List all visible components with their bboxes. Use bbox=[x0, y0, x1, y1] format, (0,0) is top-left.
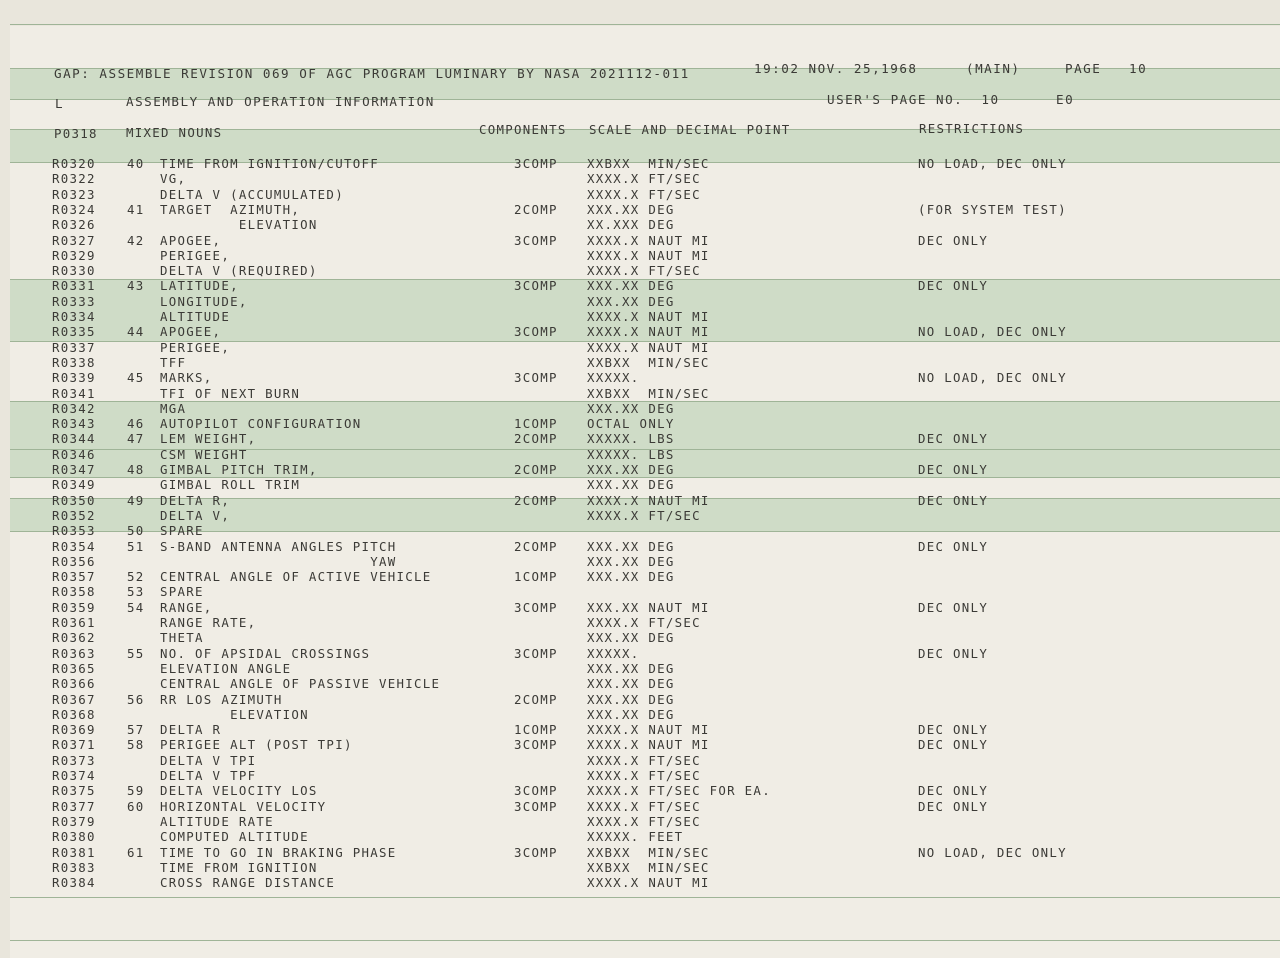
line-number: R0366 bbox=[52, 676, 96, 692]
line-number: R0374 bbox=[52, 768, 96, 783]
noun-number: 51 bbox=[127, 538, 145, 554]
line-number: R0381 bbox=[52, 844, 96, 860]
line-number: R0349 bbox=[52, 477, 96, 493]
line-number: R0326 bbox=[52, 217, 96, 233]
noun-number: 58 bbox=[127, 737, 145, 753]
noun-description: TIME FROM IGNITION bbox=[160, 859, 318, 875]
line-number: R0352 bbox=[52, 507, 96, 523]
noun-description: RR LOS AZIMUTH bbox=[160, 691, 283, 707]
paper-rule bbox=[10, 897, 1280, 898]
noun-description: TIME TO GO IN BRAKING PHASE bbox=[160, 844, 397, 860]
header-page-number: 10 bbox=[1129, 61, 1148, 76]
paper-rule bbox=[10, 940, 1280, 941]
restrictions-cell: (FOR SYSTEM TEST) bbox=[918, 201, 1067, 217]
section-letter: L bbox=[55, 96, 65, 111]
section-code: E0 bbox=[1056, 92, 1075, 107]
noun-number: 57 bbox=[127, 722, 145, 738]
line-number: R0368 bbox=[52, 706, 96, 722]
header-page-label: PAGE bbox=[1065, 61, 1102, 76]
line-number: R0333 bbox=[52, 293, 96, 309]
noun-description: YAW bbox=[160, 553, 397, 569]
noun-description: DELTA R, bbox=[160, 492, 231, 508]
line-number: R0354 bbox=[52, 538, 96, 554]
noun-description: ELEVATION bbox=[160, 217, 318, 233]
components-cell: 2COMP bbox=[514, 691, 558, 707]
scale-cell: XXXXX. bbox=[587, 370, 640, 386]
noun-description: LEM WEIGHT, bbox=[160, 431, 257, 447]
scale-cell: XXXX.X FT/SEC bbox=[587, 813, 701, 829]
noun-description: ALTITUDE bbox=[160, 309, 231, 324]
noun-number: 42 bbox=[127, 232, 145, 248]
line-number: R0363 bbox=[52, 645, 96, 661]
line-number: R0357 bbox=[52, 569, 96, 585]
noun-number: 46 bbox=[127, 416, 145, 432]
noun-number: 41 bbox=[127, 201, 145, 217]
noun-description: NO. OF APSIDAL CROSSINGS bbox=[160, 645, 371, 661]
scale-cell: XXBXX MIN/SEC bbox=[587, 385, 710, 401]
scale-cell: XXXX.X FT/SEC bbox=[587, 615, 701, 630]
scale-column-header: SCALE AND DECIMAL POINT bbox=[589, 122, 791, 137]
noun-description: COMPUTED ALTITUDE bbox=[160, 829, 309, 845]
noun-number: 48 bbox=[127, 462, 145, 477]
noun-description: ELEVATION bbox=[160, 706, 309, 722]
scale-cell: XXX.XX DEG bbox=[587, 660, 675, 676]
scale-cell: XXX.XX NAUT MI bbox=[587, 599, 710, 615]
noun-description: CSM WEIGHT bbox=[160, 446, 248, 462]
scale-cell: XXX.XX DEG bbox=[587, 400, 675, 416]
noun-description: VG, bbox=[160, 171, 187, 187]
scale-cell: XXXX.X FT/SEC bbox=[587, 186, 701, 202]
noun-number: 53 bbox=[127, 584, 145, 600]
noun-number: 49 bbox=[127, 492, 145, 508]
line-number: R0377 bbox=[52, 798, 96, 814]
restrictions-cell: DEC ONLY bbox=[918, 783, 989, 799]
line-number: R0375 bbox=[52, 783, 96, 799]
components-cell: 3COMP bbox=[514, 156, 558, 171]
components-cell: 2COMP bbox=[514, 462, 558, 477]
noun-description: DELTA V, bbox=[160, 507, 231, 523]
components-cell: 3COMP bbox=[514, 232, 558, 248]
noun-description: APOGEE, bbox=[160, 324, 222, 340]
scale-cell: XXBXX MIN/SEC bbox=[587, 156, 710, 171]
noun-number: 44 bbox=[127, 324, 145, 340]
components-cell: 3COMP bbox=[514, 844, 558, 860]
line-number: R0341 bbox=[52, 385, 96, 401]
restrictions-cell: DEC ONLY bbox=[918, 538, 989, 554]
scale-cell: XXX.XX DEG bbox=[587, 676, 675, 692]
scale-cell: XXX.XX DEG bbox=[587, 569, 675, 585]
noun-description: CENTRAL ANGLE OF PASSIVE VEHICLE bbox=[160, 676, 441, 692]
restrictions-column-header: RESTRICTIONS bbox=[919, 121, 1025, 136]
scale-cell: XXX.XX DEG bbox=[587, 201, 675, 217]
line-number: R0367 bbox=[52, 691, 96, 707]
components-cell: 3COMP bbox=[514, 798, 558, 814]
noun-description: MARKS, bbox=[160, 370, 213, 386]
scale-cell: XXX.XX DEG bbox=[587, 553, 675, 569]
scale-cell: XXXXX. FEET bbox=[587, 829, 684, 845]
scale-cell: XXX.XX DEG bbox=[587, 293, 675, 309]
components-cell: 2COMP bbox=[514, 201, 558, 217]
noun-description: SPARE bbox=[160, 523, 204, 539]
section-title: ASSEMBLY AND OPERATION INFORMATION bbox=[126, 94, 435, 109]
scale-cell: XXX.XX DEG bbox=[587, 477, 675, 493]
noun-number: 55 bbox=[127, 645, 145, 661]
components-column-header: COMPONENTS bbox=[479, 122, 567, 137]
scale-cell: XXXX.X NAUT MI bbox=[587, 722, 710, 738]
scale-cell: XXX.XX DEG bbox=[587, 462, 675, 477]
noun-description: GIMBAL PITCH TRIM, bbox=[160, 462, 318, 477]
line-number: R0334 bbox=[52, 309, 96, 324]
restrictions-cell: DEC ONLY bbox=[918, 492, 989, 508]
components-cell: 3COMP bbox=[514, 370, 558, 386]
header-title: GAP: ASSEMBLE REVISION 069 OF AGC PROGRAM LUMINARY BY NASA 2021112-011 bbox=[54, 66, 690, 81]
noun-number: 61 bbox=[127, 844, 145, 860]
noun-description: CROSS RANGE DISTANCE bbox=[160, 875, 336, 891]
noun-description: TIME FROM IGNITION/CUTOFF bbox=[160, 156, 379, 171]
noun-description: DELTA V (ACCUMULATED) bbox=[160, 186, 344, 202]
noun-description: DELTA V TPI bbox=[160, 752, 257, 768]
noun-description: DELTA V TPF bbox=[160, 768, 257, 783]
line-number: R0339 bbox=[52, 370, 96, 386]
scale-cell: XX.XXX DEG bbox=[587, 217, 675, 233]
scale-cell: XXXX.X FT/SEC bbox=[587, 263, 701, 279]
line-number: R0337 bbox=[52, 339, 96, 355]
noun-description: PERIGEE, bbox=[160, 247, 231, 263]
noun-description: PERIGEE ALT (POST TPI) bbox=[160, 737, 353, 753]
line-number: R0331 bbox=[52, 278, 96, 294]
line-number: R0379 bbox=[52, 813, 96, 829]
noun-description: DELTA V (REQUIRED) bbox=[160, 263, 318, 279]
noun-description: ALTITUDE RATE bbox=[160, 813, 274, 829]
scale-cell: XXXX.X NAUT MI bbox=[587, 247, 710, 263]
paper-rule bbox=[10, 24, 1280, 25]
line-number: R0324 bbox=[52, 201, 96, 217]
noun-description: HORIZONTAL VELOCITY bbox=[160, 798, 327, 814]
line-number: R0329 bbox=[52, 247, 96, 263]
line-number: R0343 bbox=[52, 416, 96, 432]
components-cell: 2COMP bbox=[514, 538, 558, 554]
noun-description: DELTA R bbox=[160, 722, 222, 738]
scale-cell: XXXX.X NAUT MI bbox=[587, 875, 710, 891]
components-cell: 3COMP bbox=[514, 783, 558, 799]
line-number: R0350 bbox=[52, 492, 96, 508]
restrictions-cell: DEC ONLY bbox=[918, 232, 989, 248]
line-number: R0344 bbox=[52, 431, 96, 447]
line-number: R0342 bbox=[52, 400, 96, 416]
components-cell: 3COMP bbox=[514, 324, 558, 340]
components-cell: 1COMP bbox=[514, 416, 558, 432]
line-number: R0320 bbox=[52, 156, 96, 171]
scale-cell: XXXXX. bbox=[587, 645, 640, 661]
noun-number: 45 bbox=[127, 370, 145, 386]
restrictions-cell: DEC ONLY bbox=[918, 737, 989, 753]
restrictions-cell: DEC ONLY bbox=[918, 462, 989, 477]
line-number: R0383 bbox=[52, 859, 96, 875]
noun-description: TFI OF NEXT BURN bbox=[160, 385, 301, 401]
scale-cell: XXXX.X FT/SEC bbox=[587, 768, 701, 783]
noun-number: 40 bbox=[127, 156, 145, 171]
line-number: R0369 bbox=[52, 722, 96, 738]
scale-cell: XXX.XX DEG bbox=[587, 706, 675, 722]
scale-cell: XXX.XX DEG bbox=[587, 691, 675, 707]
noun-description: RANGE RATE, bbox=[160, 615, 257, 630]
line-number: R0380 bbox=[52, 829, 96, 845]
line-number: R0353 bbox=[52, 523, 96, 539]
components-cell: 3COMP bbox=[514, 645, 558, 661]
restrictions-cell: NO LOAD, DEC ONLY bbox=[918, 844, 1067, 860]
noun-description: THETA bbox=[160, 630, 204, 646]
line-number: R0361 bbox=[52, 615, 96, 630]
scale-cell: XXXXX. LBS bbox=[587, 431, 675, 447]
restrictions-cell: NO LOAD, DEC ONLY bbox=[918, 324, 1067, 340]
scale-cell: XXX.XX DEG bbox=[587, 630, 675, 646]
scale-cell: XXBXX MIN/SEC bbox=[587, 354, 710, 370]
noun-number: 52 bbox=[127, 569, 145, 585]
scale-cell: XXX.XX DEG bbox=[587, 538, 675, 554]
scale-cell: XXXX.X NAUT MI bbox=[587, 737, 710, 753]
scale-cell: XXXX.X NAUT MI bbox=[587, 492, 710, 508]
restrictions-cell: DEC ONLY bbox=[918, 431, 989, 447]
line-number: R0347 bbox=[52, 462, 96, 477]
line-number: R0373 bbox=[52, 752, 96, 768]
scale-cell: XXXX.X FT/SEC bbox=[587, 798, 701, 814]
noun-description: AUTOPILOT CONFIGURATION bbox=[160, 416, 362, 432]
components-cell: 2COMP bbox=[514, 492, 558, 508]
components-cell: 2COMP bbox=[514, 431, 558, 447]
line-number: R0365 bbox=[52, 660, 96, 676]
scale-cell: XXX.XX DEG bbox=[587, 278, 675, 294]
noun-number: 60 bbox=[127, 798, 145, 814]
restrictions-cell: NO LOAD, DEC ONLY bbox=[918, 156, 1067, 171]
line-number: R0335 bbox=[52, 324, 96, 340]
scale-cell: XXXX.X FT/SEC FOR EA. bbox=[587, 783, 771, 799]
line-number: R0346 bbox=[52, 446, 96, 462]
restrictions-cell: DEC ONLY bbox=[918, 599, 989, 615]
scale-cell: XXBXX MIN/SEC bbox=[587, 859, 710, 875]
noun-description: SPARE bbox=[160, 584, 204, 600]
noun-number: 56 bbox=[127, 691, 145, 707]
line-number: R0371 bbox=[52, 737, 96, 753]
line-number: R0362 bbox=[52, 630, 96, 646]
noun-number: 43 bbox=[127, 278, 145, 294]
components-cell: 1COMP bbox=[514, 569, 558, 585]
noun-number: 54 bbox=[127, 599, 145, 615]
noun-description: ELEVATION ANGLE bbox=[160, 660, 292, 676]
noun-description: TFF bbox=[160, 354, 187, 370]
restrictions-cell: DEC ONLY bbox=[918, 798, 989, 814]
line-number: R0322 bbox=[52, 171, 96, 187]
scale-cell: OCTAL ONLY bbox=[587, 416, 675, 432]
noun-description: S-BAND ANTENNA ANGLES PITCH bbox=[160, 538, 397, 554]
printout-sheet bbox=[10, 26, 1280, 958]
scale-cell: XXXX.X NAUT MI bbox=[587, 324, 710, 340]
noun-description: APOGEE, bbox=[160, 232, 222, 248]
scale-cell: XXXX.X FT/SEC bbox=[587, 752, 701, 768]
noun-description: TARGET AZIMUTH, bbox=[160, 201, 301, 217]
header-line-number: P0318 bbox=[54, 126, 98, 141]
table-title: MIXED NOUNS bbox=[126, 125, 223, 140]
header-main-tag: (MAIN) bbox=[966, 61, 1021, 76]
users-page-number: USER'S PAGE NO. 10 bbox=[827, 92, 1000, 107]
line-number: R0323 bbox=[52, 186, 96, 202]
noun-description: LATITUDE, bbox=[160, 278, 239, 294]
line-number: R0358 bbox=[52, 584, 96, 600]
noun-description: MGA bbox=[160, 400, 187, 416]
line-number: R0359 bbox=[52, 599, 96, 615]
noun-number: 59 bbox=[127, 783, 145, 799]
line-number: R0330 bbox=[52, 263, 96, 279]
line-number: R0356 bbox=[52, 553, 96, 569]
scale-cell: XXXXX. LBS bbox=[587, 446, 675, 462]
noun-description: CENTRAL ANGLE OF ACTIVE VEHICLE bbox=[160, 569, 432, 585]
scale-cell: XXBXX MIN/SEC bbox=[587, 844, 710, 860]
restrictions-cell: NO LOAD, DEC ONLY bbox=[918, 370, 1067, 386]
restrictions-cell: DEC ONLY bbox=[918, 645, 989, 661]
restrictions-cell: DEC ONLY bbox=[918, 278, 989, 294]
noun-number: 50 bbox=[127, 523, 145, 539]
noun-description: GIMBAL ROLL TRIM bbox=[160, 477, 301, 493]
line-number: R0384 bbox=[52, 875, 96, 891]
scale-cell: XXXX.X FT/SEC bbox=[587, 171, 701, 187]
scale-cell: XXXX.X NAUT MI bbox=[587, 309, 710, 324]
scale-cell: XXXX.X NAUT MI bbox=[587, 339, 710, 355]
noun-description: RANGE, bbox=[160, 599, 213, 615]
restrictions-cell: DEC ONLY bbox=[918, 722, 989, 738]
line-number: R0327 bbox=[52, 232, 96, 248]
noun-number: 47 bbox=[127, 431, 145, 447]
scale-cell: XXXX.X FT/SEC bbox=[587, 507, 701, 523]
noun-description: DELTA VELOCITY LOS bbox=[160, 783, 318, 799]
noun-description: PERIGEE, bbox=[160, 339, 231, 355]
components-cell: 3COMP bbox=[514, 278, 558, 294]
header-datetime: 19:02 NOV. 25,1968 bbox=[754, 61, 918, 76]
line-number: R0338 bbox=[52, 354, 96, 370]
scale-cell: XXXX.X NAUT MI bbox=[587, 232, 710, 248]
components-cell: 1COMP bbox=[514, 722, 558, 738]
components-cell: 3COMP bbox=[514, 599, 558, 615]
components-cell: 3COMP bbox=[514, 737, 558, 753]
noun-description: LONGITUDE, bbox=[160, 293, 248, 309]
